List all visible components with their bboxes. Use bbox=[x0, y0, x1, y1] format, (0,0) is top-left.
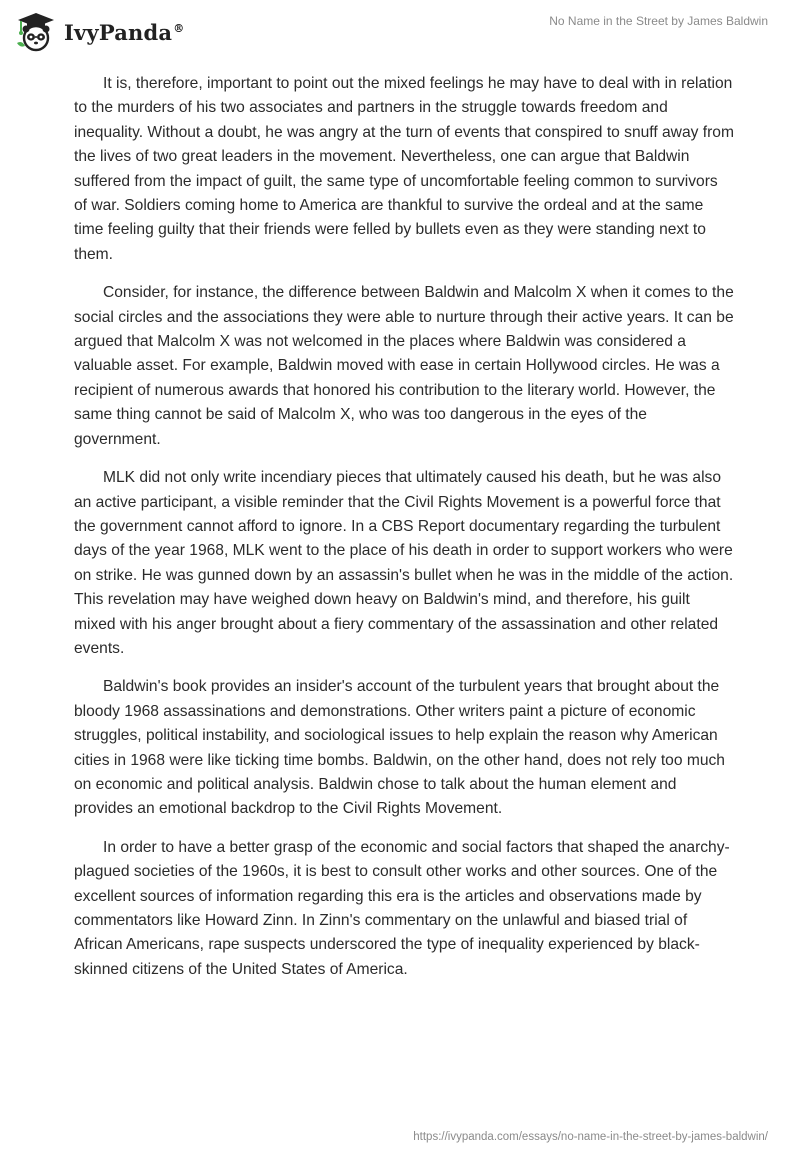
paragraph: Baldwin's book provides an insider's account of the turbulent years that brought about the bloody 1968 assassinations and demonstrations. Other writers paint a picture of economic struggles, political instability, and sociological issues to help explain the reason why American cities in 1968 were like ticking time bombs. Baldwin, on the other hand, does not rely too much on economic and political analysis. Baldwin chose to talk about the human element and provides an emotional backdrop to the Civil Rights Movement. bbox=[74, 678, 725, 818]
panda-graduate-icon bbox=[14, 10, 58, 54]
paragraph: In order to have a better grasp of the economic and social factors that shaped the anarchy-plagued societies of the 1960s, it is best to consult other works and other sources. One of the excellent sources of information regarding this era is the articles and observations made by commentators like Howard Zinn. In Zinn's commentary on the unlawful and biased trial of African Americans, rape suspects underscored the type of inequality experienced by black-skinned citizens of the United States of America. bbox=[74, 838, 730, 978]
page-header bbox=[0, 0, 800, 70]
paragraph: Consider, for instance, the difference between Baldwin and Malcolm X when it comes to the social circles and the associations they were able to nurture through their active years. It can be argued that Malcolm X was not welcomed in the places where Baldwin was considered a valuable asset. For example, Baldwin moved with ease in certain Hollywood circles. He was a recipient of numerous awards that honored his contribution to the literary world. However, the same thing cannot be said of Malcolm X, who was too dangerous in the eyes of the government. bbox=[74, 284, 734, 448]
paragraph: It is, therefore, important to point out the mixed feelings he may have to deal with in relation to the murders of his two associates and partners in the struggle towards freedom and inequality. Without a doubt, he was angry at the turn of events that conspired to snuff away from the lives of two great leaders in the movement. Nevertheless, one can argue that Baldwin suffered from the impact of guilt, the same type of uncomfortable feeling common to survivors of war. Soldiers coming home to America are thankful to survive the ordeal and at the same time feeling guilty that their friends were felled by bullets even as they were standing next to them. bbox=[74, 75, 734, 263]
essay-body bbox=[74, 72, 734, 996]
paragraph: MLK did not only write incendiary pieces that ultimately caused his death, but he was also an active participant, a visible reminder that the Civil Rights Movement is a powerful force that the government cannot afford to ignore. In a CBS Report documentary regarding the turbulent days of the year 1968, MLK went to the place of his death in order to support workers who were on strike. He was gunned down by an assassin's bullet when he was in the middle of the action. This revelation may have weighed down heavy on Baldwin's mind, and therefore, his guilt mixed with his anger brought about a fiery commentary of the assassination and other related events. bbox=[74, 469, 734, 657]
source-url[interactable]: https://ivypanda.com/essays/no-name-in-the-street-by-james-baldwin/ bbox=[413, 1131, 768, 1143]
brand-name: IvyPanda® bbox=[64, 19, 185, 45]
registered-mark: ® bbox=[173, 21, 185, 35]
brand-logo[interactable] bbox=[14, 10, 184, 54]
document-title: No Name in the Street by James Baldwin bbox=[549, 14, 768, 28]
